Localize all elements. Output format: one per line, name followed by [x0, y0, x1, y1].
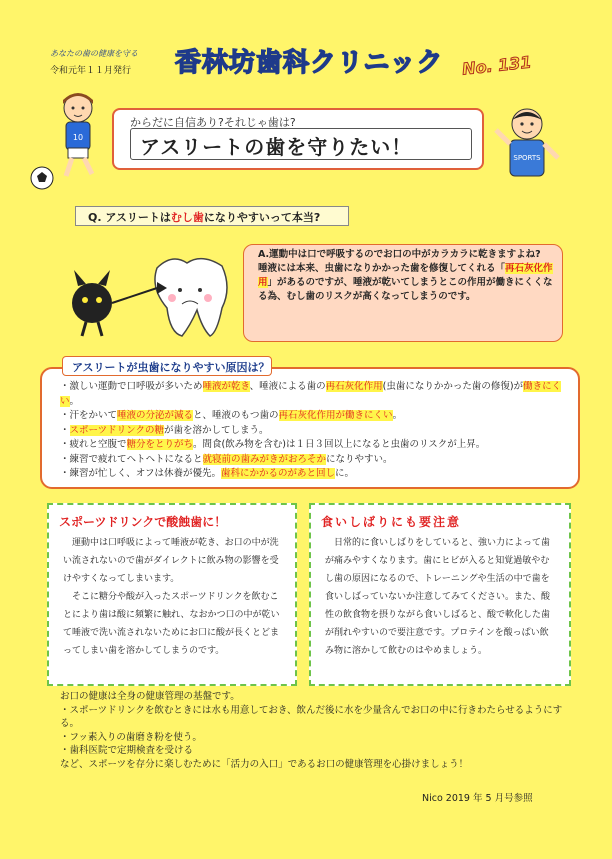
tip-item: ・歯科医院で定期検査を受ける [60, 745, 194, 756]
answer-text [258, 248, 554, 304]
bottom-closing: など、スポーツを存分に楽しむために「活力の入口」であるお口の健康管理を心掛けましょう！ [60, 758, 469, 770]
cause-item: ・激しい運動で口呼吸が多いため唾液が乾き、唾液による歯の再石灰化作用(虫歯になりかかった歯の修復)が働きにくい。 [60, 381, 562, 407]
bottom-notes [60, 690, 580, 771]
cause-item: ・疲れと空腹で糖分をとりがち。間食(飲み物を含む)は１日３回以上になると虫歯のリスクが上昇。 [60, 439, 486, 450]
page-title: アスリートの歯を守りたい！ [140, 135, 413, 159]
issue-number: No. 131 [461, 52, 533, 79]
sports-drink-box [47, 503, 297, 686]
cause-item: ・練習で疲れてヘトヘトになると就寝前の歯みがきがおろそかになりやすい。 [60, 453, 393, 465]
answer-paragraph-2: 唾液には本来、虫歯になりかかった歯を修復してくれる「再石灰化作用」があるのですが、唾液が乾いてしまうとこの作用が働きにくくなる為、むし歯のリスクが高くなってしまうのです。 [258, 263, 553, 302]
sports-boy-illustration [490, 102, 565, 187]
sports-drink-paragraph-1: 運動中は口呼吸によって唾液が乾き、お口の中が洗い流されないので歯がダイレクトに飲み物の影響を受けやすくなってしまいます。 [63, 538, 279, 584]
answer-paragraph-1: A.運動中は口で呼吸するのでお口の中がカラカラに乾きますよね? [258, 249, 541, 260]
clenching-box [309, 503, 571, 686]
bottom-tips-list [60, 704, 580, 758]
issue-date: 令和元年１１月発行 [50, 66, 132, 76]
cause-item: ・スポーツドリンクの糖が歯を溶かしてしまう。 [60, 424, 269, 436]
clenching-body: 日常的に食いしばりをしていると、強い力によって歯が痛みやすくなります。歯にヒビが入ると知覚過敏やむし歯の原因になるので、トレーニングや生活の中で歯を食いしばっていないか注意してみてください。また、酸性の飲食物を摂りながら食いしばると、酸で軟化した歯が削れやすいので要注意です。プロテインを酸っぱい飲み物に溶かして飲むのはやめましょう。 [325, 538, 551, 656]
tooth-and-germ-illustration [62, 248, 237, 343]
sports-drink-paragraph-2: そこに糖分や酸が入ったスポーツドリンクを飲むことにより歯は酸に頻繁に触れ、なおかつ口の中が乾いて唾液で洗い流されないためにお口に酸が長くとどまってしまい歯を溶かしてしまうのです。 [63, 592, 280, 656]
clinic-name: 香林坊歯科クリニック [175, 48, 444, 78]
cause-item: ・練習が忙しく、オフは休養が優先。歯科にかかるのがあと回しに。 [60, 468, 355, 479]
tip-item: ・スポーツドリンクを飲むときには水も用意しておき、飲んだ後に水を少量含んでお口の中に行きわたらせるようにする。 [60, 704, 563, 729]
reference: Nico 2019 年 5 月号参照 [422, 793, 533, 804]
clenching-heading: 食いしばりにも要注意 [321, 515, 462, 529]
tip-item: ・フッ素入りの歯磨き粉を使う。 [60, 731, 202, 743]
question-text: Q. アスリートはむし歯になりやすいって本当? [88, 211, 321, 224]
bottom-lead: お口の健康は全身の健康管理の基盤です。 [60, 691, 240, 702]
tagline: あなたの歯の健康を守る [50, 49, 138, 58]
sports-drink-heading: スポーツドリンクで酸蝕歯に！ [59, 515, 227, 529]
soccer-boy-illustration [30, 88, 115, 193]
title-subtitle: からだに自信あり?それじゃ歯は? [130, 116, 296, 129]
svg-text:10: 10 [72, 133, 84, 142]
causes-list [60, 380, 564, 482]
cause-item: ・汗をかいて唾液の分泌が減ると、唾液のもつ歯の再石灰化作用が働きにくい。 [60, 410, 403, 421]
causes-heading: アスリートが虫歯になりやすい原因は？ [72, 361, 270, 374]
svg-text:SPORTS: SPORTS [513, 154, 541, 162]
